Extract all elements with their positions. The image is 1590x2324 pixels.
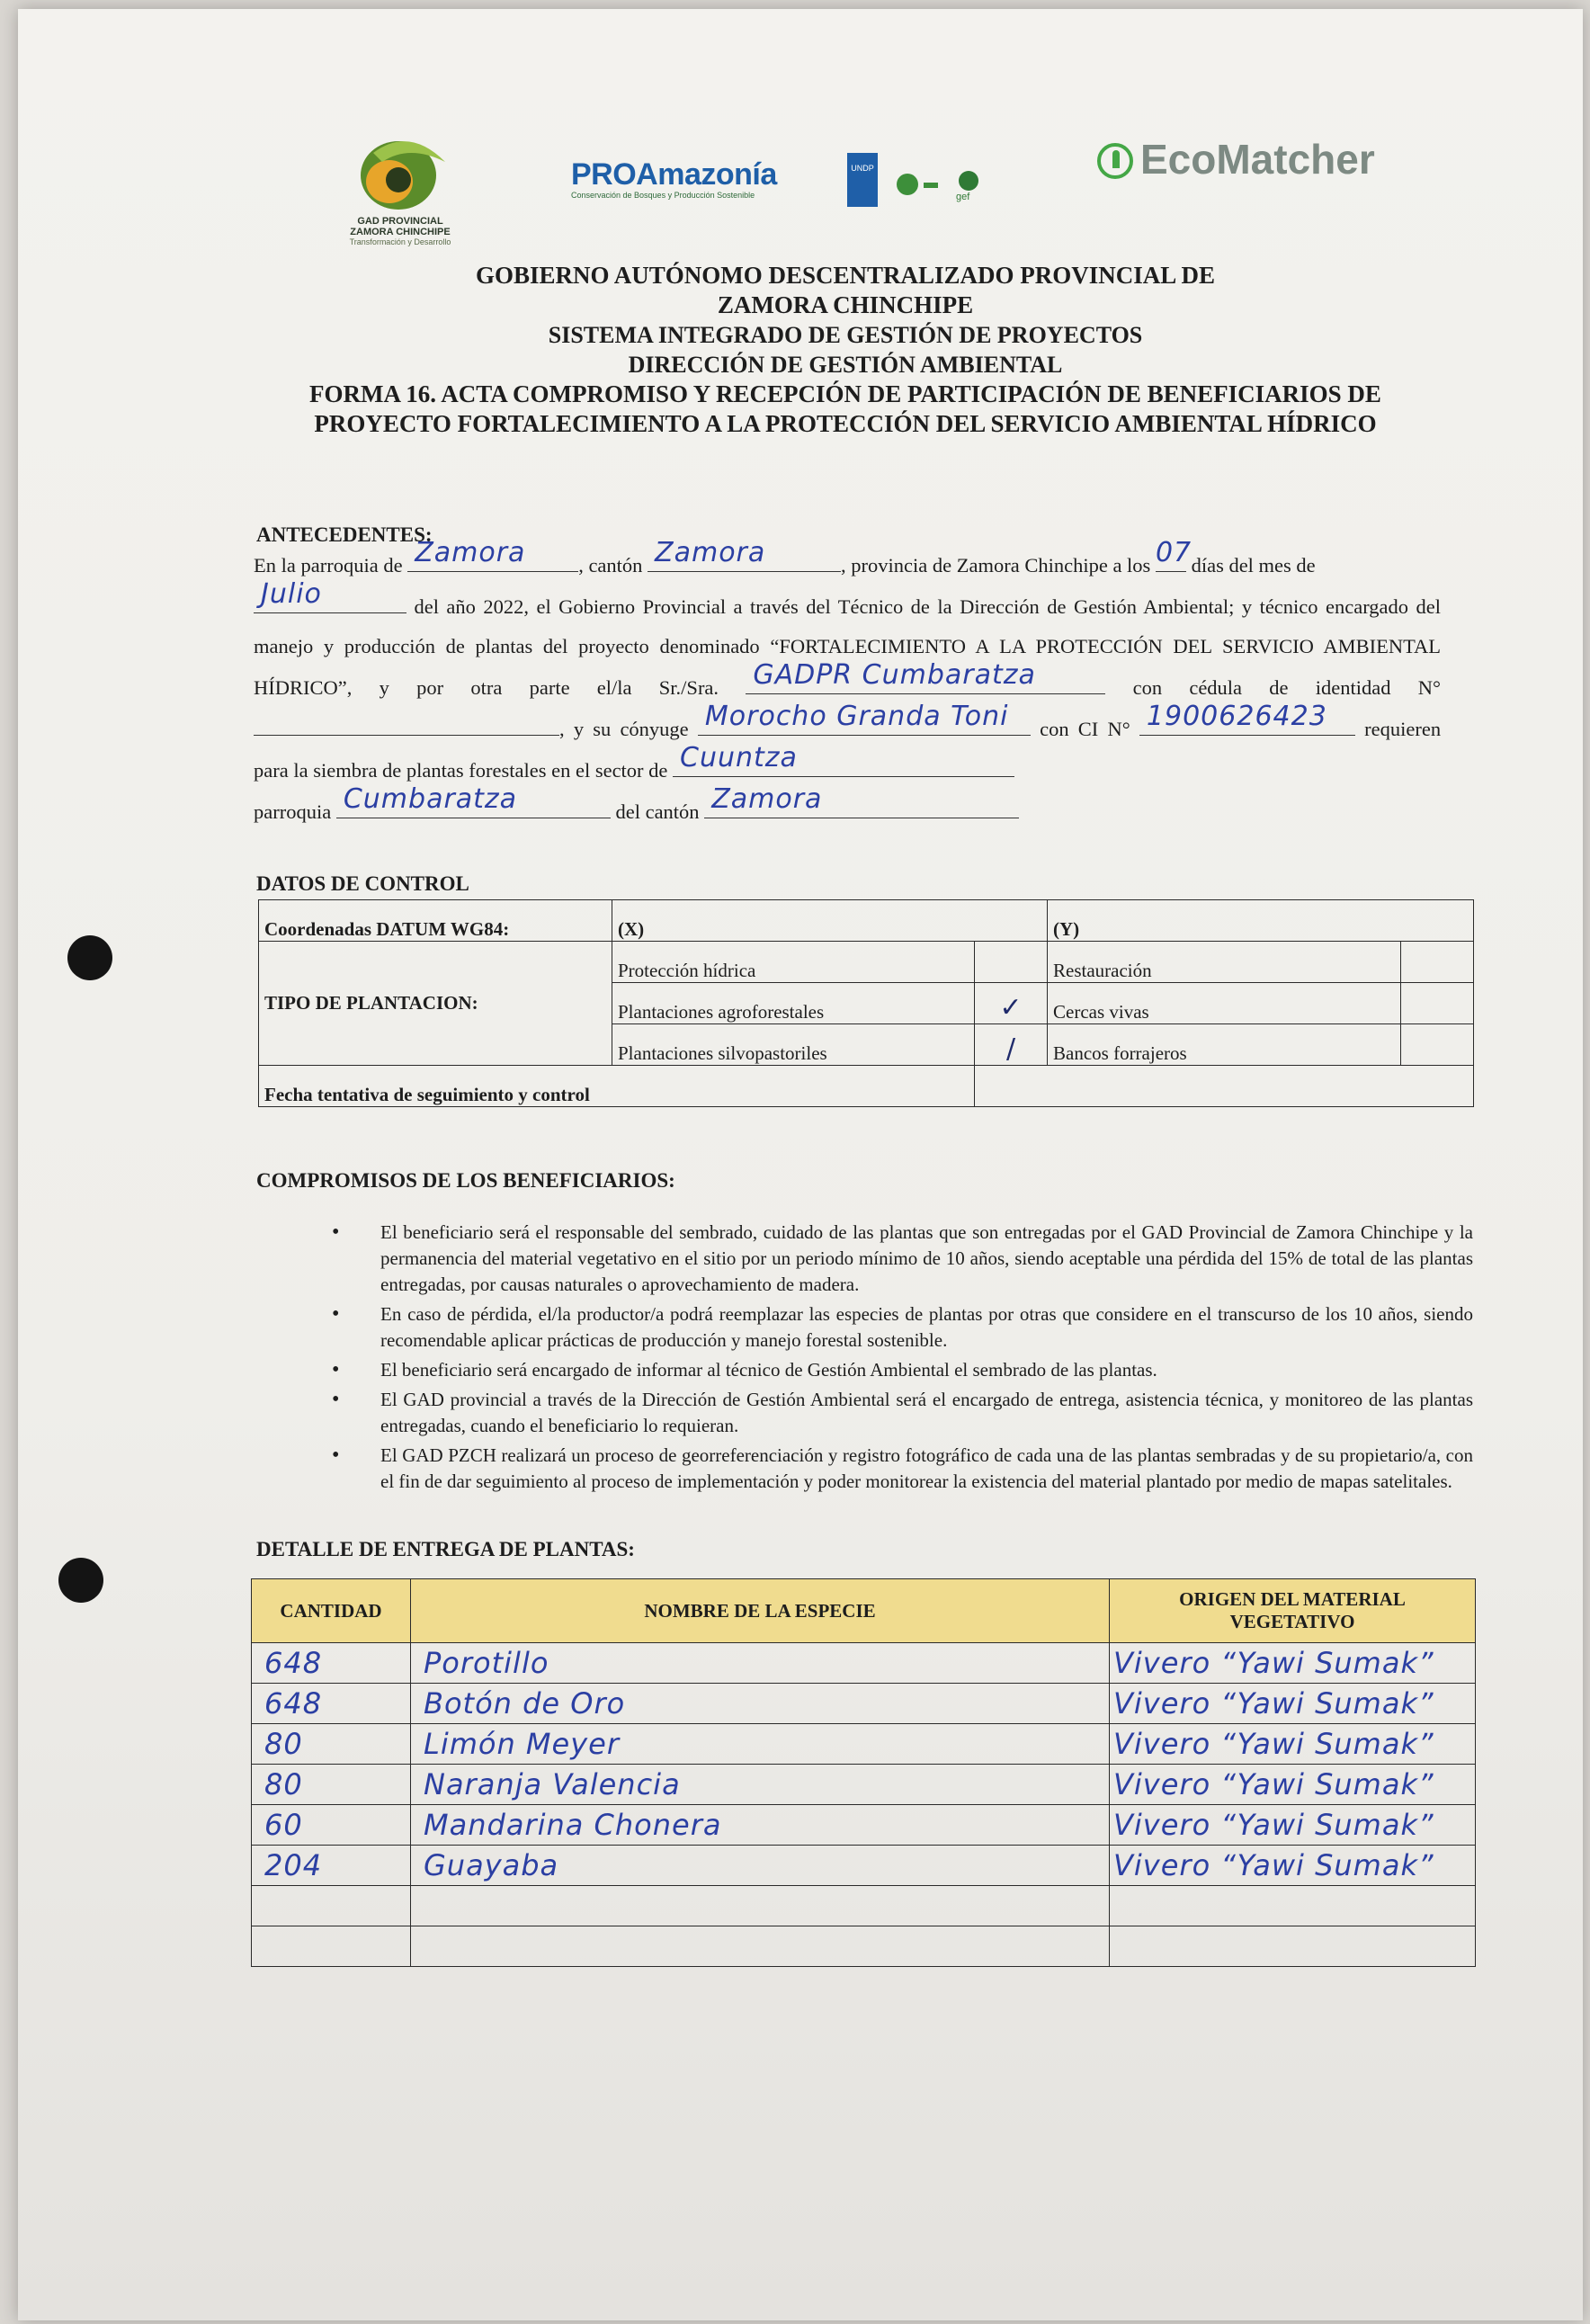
canton2-field[interactable]	[704, 783, 1019, 818]
option-cercas: Cercas vivas	[1048, 983, 1401, 1024]
proamazonia-tagline: Conservación de Bosques y Producción Sostenible	[571, 191, 755, 200]
punch-hole-bottom	[58, 1558, 103, 1603]
gad-logo	[315, 126, 486, 246]
check-silvopastoriles[interactable]: /	[975, 1024, 1048, 1066]
canton2-value: Zamora	[711, 783, 823, 815]
undp-logo	[847, 153, 878, 207]
especie-value: Guayaba	[424, 1848, 559, 1882]
sector-field[interactable]	[673, 742, 1014, 777]
especie-value: Botón de Oro	[424, 1686, 626, 1721]
cantidad-value	[252, 1929, 264, 1963]
ant-text-5: del año 2022, el Gobierno Provincial a través del Técnico de la Dirección de Gestión Ambiental; y técnico encargado del manejo y producción de plantas del proyecto denominado “FORTALECIMIENTO A LA PROTECCIÓN DEL SERVICIO AMBIENTAL HÍDRICO”, y por otra parte el/la Sr./Sra.	[254, 595, 1441, 699]
header-origen: ORIGEN DEL MATERIAL VEGETATIVO	[1110, 1579, 1476, 1643]
parroquia-value: Zamora	[415, 537, 526, 568]
logo-strip	[18, 117, 1583, 261]
especie-value: Mandarina Chonera	[424, 1808, 722, 1842]
header-especie: NOMBRE DE LA ESPECIE	[411, 1579, 1110, 1643]
ant-text-9: requieren para la siembra de plantas forestales en el sector de	[254, 718, 1442, 782]
especie-cell[interactable]	[411, 1643, 1110, 1684]
cantidad-value: 60	[264, 1808, 303, 1842]
dias-field[interactable]	[1155, 537, 1192, 572]
ant-text-1: En la parroquia de	[254, 554, 403, 577]
cedula-field[interactable]	[254, 708, 559, 736]
especie-cell[interactable]	[411, 1846, 1110, 1886]
origen-value: Vivero “Yawi Sumak”	[1113, 1646, 1434, 1680]
especie-cell[interactable]	[411, 1886, 1110, 1926]
table-row	[252, 1684, 1476, 1724]
table-row	[252, 1643, 1476, 1684]
tipo-label: TIPO DE PLANTACION:	[259, 942, 612, 1066]
header-line-5: FORMA 16. ACTA COMPROMISO Y RECEPCIÓN DE PARTICIPACIÓN DE BENEFICIARIOS DE	[309, 380, 1381, 407]
coord-y-cell[interactable]	[1048, 900, 1474, 942]
cantidad-value: 648	[264, 1686, 323, 1721]
control-table	[258, 899, 1474, 1107]
cantidad-cell[interactable]	[252, 1643, 411, 1684]
sector-value: Cuuntza	[680, 742, 798, 773]
origen-cell[interactable]	[1110, 1886, 1476, 1926]
origen-cell[interactable]	[1110, 1805, 1476, 1846]
ant-text-3: , provincia de Zamora Chinchipe a los	[841, 554, 1151, 577]
cantidad-cell[interactable]	[252, 1684, 411, 1724]
origen-value: Vivero “Yawi Sumak”	[1113, 1686, 1434, 1721]
parroquia2-field[interactable]	[336, 783, 611, 818]
header-line-3: SISTEMA INTEGRADO DE GESTIÓN DE PROYECTOS	[548, 322, 1143, 348]
cantidad-value: 80	[264, 1727, 303, 1761]
check-bancos[interactable]	[1401, 1024, 1474, 1066]
cantidad-cell[interactable]	[252, 1926, 411, 1967]
cantidad-value	[252, 1889, 264, 1923]
coord-x-cell[interactable]	[612, 900, 1048, 942]
gad-province: ZAMORA CHINCHIPE	[350, 227, 451, 237]
antecedentes-title: ANTECEDENTES:	[256, 523, 433, 546]
compromiso-item: • El GAD PZCH realizará un proceso de georreferenciación y registro fotográfico de cada una de las plantas sembradas y de su propietario/a, con el fin de dar seguimiento al proceso de implementación y poder monitorear la existencia del material plantado por medio de mapas satelitales.	[364, 1443, 1473, 1495]
origen-cell[interactable]	[1110, 1765, 1476, 1805]
table-row	[252, 1765, 1476, 1805]
especie-value: Limón Meyer	[424, 1727, 620, 1761]
option-restauracion: Restauración	[1048, 942, 1401, 983]
ant-text-7: , y su cónyuge	[559, 718, 689, 740]
especie-cell[interactable]	[411, 1765, 1110, 1805]
proamazonia-title: PROAmazonía	[571, 157, 777, 192]
origen-value	[1110, 1889, 1122, 1923]
senor-field[interactable]	[746, 659, 1105, 694]
compromiso-item: • En caso de pérdida, el/la productor/a podrá reemplazar las especies de plantas por otras que considere en el transcurso de los 10 años, siendo recomendable aplicar prácticas de producción y manejo forestal sostenible.	[364, 1301, 1473, 1354]
origen-value: Vivero “Yawi Sumak”	[1113, 1767, 1434, 1801]
senor-value: GADPR Cumbaratza	[753, 659, 1036, 691]
table-row	[252, 1926, 1476, 1967]
especie-value	[411, 1929, 424, 1963]
ci-field[interactable]	[1139, 701, 1355, 736]
canton-value: Zamora	[655, 537, 766, 568]
cantidad-cell[interactable]	[252, 1724, 411, 1765]
compromisos-list	[328, 1220, 1473, 1498]
canton-field[interactable]	[648, 537, 841, 572]
cantidad-cell[interactable]	[252, 1765, 411, 1805]
ecomatcher-logo	[1097, 135, 1375, 183]
table-row	[252, 1846, 1476, 1886]
especie-cell[interactable]	[411, 1805, 1110, 1846]
table-row	[252, 1886, 1476, 1926]
check-agroforestales[interactable]: ✓	[975, 983, 1048, 1024]
table-row	[252, 1724, 1476, 1765]
origen-value: Vivero “Yawi Sumak”	[1113, 1848, 1434, 1882]
conyuge-field[interactable]	[698, 701, 1031, 736]
especie-cell[interactable]	[411, 1926, 1110, 1967]
control-title: DATOS DE CONTROL	[256, 872, 469, 895]
partner-dots-icon	[895, 166, 994, 211]
gef-text: gef	[956, 192, 970, 202]
origen-value: Vivero “Yawi Sumak”	[1113, 1727, 1434, 1761]
mes-field[interactable]	[254, 578, 406, 613]
origen-value: Vivero “Yawi Sumak”	[1113, 1808, 1434, 1842]
partner-logos	[895, 166, 994, 216]
table-row	[252, 1805, 1476, 1846]
cantidad-cell[interactable]	[252, 1886, 411, 1926]
header-line-4: DIRECCIÓN DE GESTIÓN AMBIENTAL	[628, 352, 1063, 378]
compromisos-title: COMPROMISOS DE LOS BENEFICIARIOS:	[256, 1169, 675, 1192]
cantidad-cell[interactable]	[252, 1805, 411, 1846]
gad-name: GAD PROVINCIAL	[357, 216, 443, 227]
compromiso-item: • El beneficiario será encargado de informar al técnico de Gestión Ambiental el sembrado de las plantas.	[364, 1357, 1473, 1383]
ant-text-4: días del mes de	[1191, 554, 1316, 577]
coord-label: Coordenadas DATUM WG84:	[259, 900, 612, 942]
ant-text-11: del cantón	[615, 800, 700, 823]
dias-value: 07	[1155, 537, 1192, 568]
especie-value	[411, 1889, 424, 1923]
document-page	[18, 9, 1583, 2320]
document-header	[261, 261, 1430, 439]
plants-table	[251, 1578, 1476, 1967]
option-bancos: Bancos forrajeros	[1048, 1024, 1401, 1066]
compromiso-item: • El GAD provincial a través de la Dirección de Gestión Ambiental será el encargado de entrega, asistencia técnica, y monitoreo de las plantas entregadas, cuando el beneficiario lo requieran.	[364, 1387, 1473, 1439]
cantidad-value: 204	[264, 1848, 323, 1882]
gad-tagline: Transformación y Desarrollo	[349, 237, 451, 246]
undp-text: UNDP	[851, 164, 874, 173]
entrega-title: DETALLE DE ENTREGA DE PLANTAS:	[256, 1538, 635, 1560]
ant-text-6: con cédula de identidad N°	[1132, 676, 1442, 699]
option-proteccion: Protección hídrica	[612, 942, 975, 983]
proamazonia-logo	[571, 157, 777, 200]
ci-value: 1900626423	[1146, 701, 1327, 732]
parroquia2-value: Cumbaratza	[343, 783, 518, 815]
especie-value: Porotillo	[424, 1646, 549, 1680]
check-restauracion[interactable]	[1401, 942, 1474, 983]
gad-emblem-icon	[346, 126, 454, 216]
option-silvopastoriles: Plantaciones silvopastoriles	[612, 1024, 975, 1066]
especie-value: Naranja Valencia	[424, 1767, 681, 1801]
ant-text-2: , cantón	[578, 554, 643, 577]
origen-cell[interactable]	[1110, 1643, 1476, 1684]
origen-value	[1110, 1929, 1122, 1963]
option-agroforestales: Plantaciones agroforestales	[612, 983, 975, 1024]
mes-value: Julio	[261, 578, 322, 610]
check-cercas[interactable]	[1401, 983, 1474, 1024]
header-line-1: GOBIERNO AUTÓNOMO DESCENTRALIZADO PROVINCIAL DE	[475, 262, 1216, 289]
header-line-6: PROYECTO FORTALECIMIENTO A LA PROTECCIÓN DEL SERVICIO AMBIENTAL HÍDRICO	[314, 410, 1377, 437]
origen-cell[interactable]	[1110, 1846, 1476, 1886]
cantidad-value: 80	[264, 1767, 303, 1801]
origen-cell[interactable]	[1110, 1724, 1476, 1765]
fecha-label: Fecha tentativa de seguimiento y control	[259, 1066, 975, 1107]
antecedentes-paragraph	[254, 537, 1442, 832]
especie-cell[interactable]	[411, 1724, 1110, 1765]
ant-text-8: con CI N°	[1040, 718, 1130, 740]
origen-cell[interactable]	[1110, 1926, 1476, 1967]
cantidad-cell[interactable]	[252, 1846, 411, 1886]
check-proteccion[interactable]	[975, 942, 1048, 983]
coord-x-label: (X)	[618, 918, 645, 940]
header-cantidad: CANTIDAD	[252, 1579, 411, 1643]
cantidad-value: 648	[264, 1646, 323, 1680]
header-line-2: ZAMORA CHINCHIPE	[717, 291, 974, 318]
punch-hole-top	[67, 935, 112, 980]
ant-text-10: parroquia	[254, 800, 332, 823]
parroquia-field[interactable]	[407, 537, 578, 572]
ecomatcher-icon	[1097, 143, 1133, 179]
coord-y-label: (Y)	[1053, 918, 1080, 940]
ecomatcher-text: EcoMatcher	[1140, 136, 1375, 183]
compromiso-item: • El beneficiario será el responsable del sembrado, cuidado de las plantas que son entregadas por el GAD Provincial de Zamora Chinchipe y la permanencia del material vegetativo en el sitio por un periodo mínimo de 10 años, siendo aceptable una pérdida del 15% de total de las plantas entregadas, por causas naturales o aprovechamiento de madera.	[364, 1220, 1473, 1298]
plants-header-row	[252, 1579, 1476, 1643]
fecha-field[interactable]	[975, 1066, 1474, 1107]
conyuge-value: Morocho Granda Toni	[704, 701, 1009, 732]
especie-cell[interactable]	[411, 1684, 1110, 1724]
origen-cell[interactable]	[1110, 1684, 1476, 1724]
